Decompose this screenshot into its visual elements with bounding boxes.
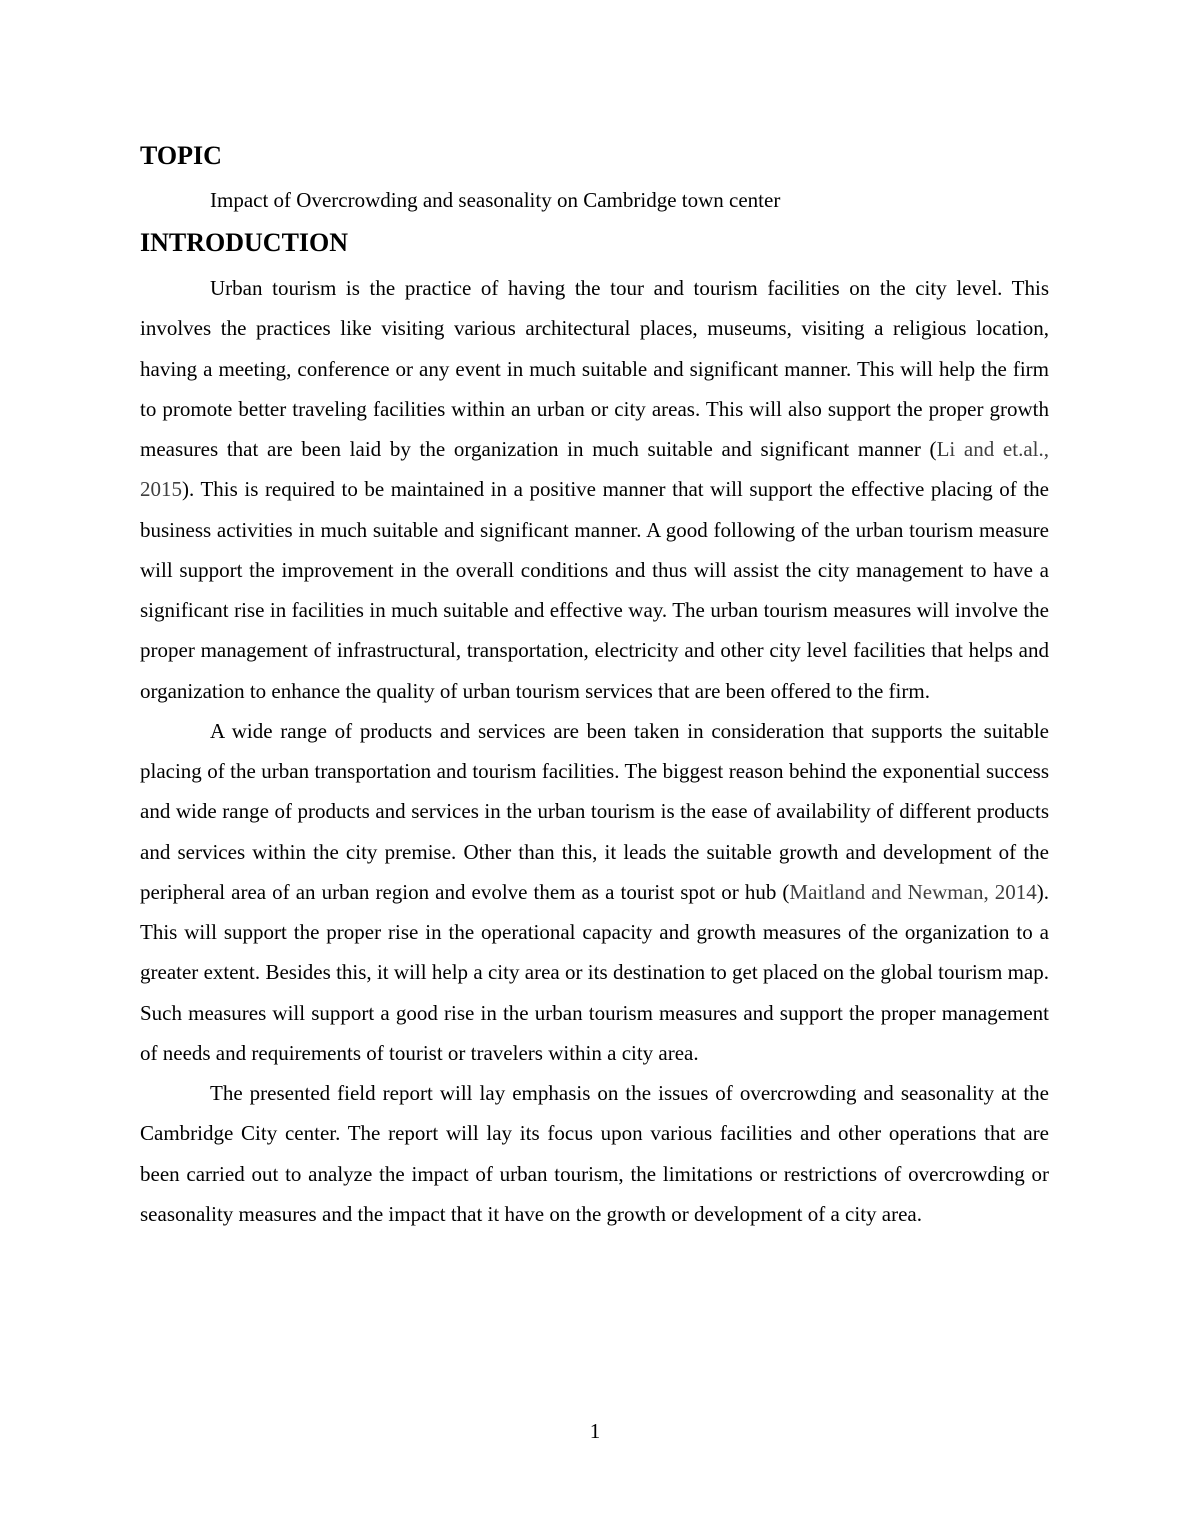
introduction-body [140,268,1049,1234]
paragraph-1-text-after: ). This is required to be maintained in a positive manner that will support the effective placing of the business activities in much suitable and significant manner. A good following of the urban tourism measure will support the improvement in the overall conditions and thus will assist the city management to have a significant rise in facilities in much suitable and effective way. The urban tourism measures will involve the proper management of infrastructural, transportation, electricity and other city level facilities that helps and organization to enhance the quality of urban tourism services that are been offered to the firm. [140,477,1049,703]
citation-maitland-newman-2014: Maitland and Newman, 2014 [789,879,1037,904]
paragraph-2 [140,711,1049,1073]
paragraph-1 [140,268,1049,711]
paragraph-2-text-after: ). This will support the proper rise in the operational capacity and growth measures of the organization to a greater extent. Besides this, it will help a city area or its destination to get placed on the global tourism map. Such measures will support a good rise in the urban tourism measures and support the proper management of needs and requirements of tourist or travelers within a city area. [140,879,1049,1065]
paragraph-3: The presented field report will lay emphasis on the issues of overcrowding and seasonality at the Cambridge City center. The report will lay its focus upon various facilities and other operations that are been carried out to analyze the impact of urban tourism, the limitations or restrictions of overcrowding or seasonality measures and the impact that it have on the growth or development of a city area. [140,1081,1049,1226]
page-number: 1 [589,1419,601,1443]
topic-title: Impact of Overcrowding and seasonality on Cambridge town center [210,188,781,212]
citation-li-2015: Li and et.al., 2015 [140,437,1049,502]
paragraph-1-text-before: Urban tourism is the practice of having the tour and tourism facilities on the city level. This involves the practices like visiting various architectural places, museums, visiting a religious location, having a meeting, conference or any event in much suitable and significant manner. This will help the firm to promote better traveling facilities within an urban or city areas. This will also support the proper growth measures that are been laid by the organization in much suitable and significant manner ( [140,276,1049,461]
topic-heading: TOPIC [140,141,222,170]
paragraph-2-text-before: A wide range of products and services are been taken in consideration that supports the suitable placing of the urban transportation and tourism facilities. The biggest reason behind the exponential success and wide range of products and services in the urban tourism is the ease of availability of different products and services within the city premise. Other than this, it leads the suitable growth and development of the peripheral area of an urban region and evolve them as a tourist spot or hub ( [140,718,1049,904]
introduction-heading: INTRODUCTION [140,228,349,257]
